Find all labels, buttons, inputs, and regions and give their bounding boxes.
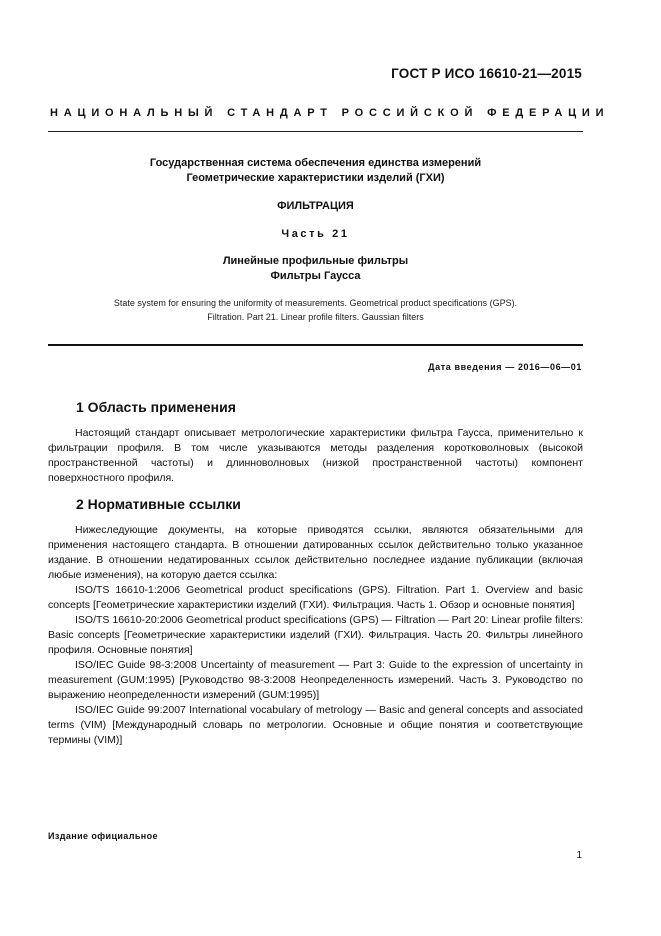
section-1-title: 1 Область применения — [76, 399, 236, 415]
title-system — [48, 156, 583, 186]
title-line-1: Государственная система обеспечения единства измерений — [149, 157, 482, 169]
title-part: Часть 21 — [281, 228, 350, 240]
section-2-paragraph-intro: Нижеследующие документы, на которые приводятся ссылки, являются обязательными для применения настоящего стандарта. В отношении датированных ссылок действительно только указанное издание. В отношении недатированных ссылок действительно последнее издание публикации (включая любые изменения), на которую дается ссылка: — [48, 524, 583, 581]
section-1-paragraph: Настоящий стандарт описывает метрологические характеристики фильтра Гаусса, применительно к фильтрации профиля. В том числе указываются методы разделения коротковолновых (высокой пространственной частоты) и длинноволновых (низкой пространственной частоты) компонент поверхностного профиля. — [48, 427, 583, 484]
title-line-2: Геометрические характеристики изделий (ГХИ) — [186, 172, 445, 184]
page-number: 1 — [576, 850, 582, 861]
reference-iso-iec-guide-99: ISO/IEC Guide 99:2007 International vocabulary of metrology — Basic and general concepts and associated terms (VIM) [Международный словарь по метрологии. Основные и общие понятия и соответствующие термины (VIM)] — [48, 704, 583, 746]
reference-iso-ts-16610-1: ISO/TS 16610-1:2006 Geometrical product specifications (GPS). Filtration. Part 1. Overview and basic concepts [Геометрические характеристики изделий (ГХИ). Фильтрация. Часть 1. Обзор и основные понятия] — [48, 584, 583, 611]
header-divider — [48, 131, 583, 132]
title-filtration: ФИЛЬТРАЦИЯ — [277, 200, 354, 212]
official-edition-note: Издание официальное — [48, 831, 158, 841]
english-title-line-2: Filtration. Part 21. Linear profile filters. Gaussian filters — [207, 312, 424, 322]
section-2-title: 2 Нормативные ссылки — [76, 496, 241, 512]
subtitle-line-1: Линейные профильные фильтры — [222, 255, 409, 267]
reference-iso-iec-guide-98-3: ISO/IEC Guide 98-3:2008 Uncertainty of measurement — Part 3: Guide to the expression of uncertainty in measurement (GUM:1995) [Руководство 98-3:2008 Неопределенность измерений. Часть 3. Руководство по выражению неопределенности измерений (GUM:1995)] — [48, 659, 583, 701]
section-1-body — [48, 426, 583, 486]
subtitle-line-2: Фильтры Гаусса — [270, 270, 361, 282]
section-2-body — [48, 523, 583, 748]
title-divider — [48, 344, 583, 346]
gost-number: ГОСТ Р ИСО 16610-21—2015 — [391, 66, 582, 81]
english-title — [48, 296, 583, 324]
title-subtitle — [48, 254, 583, 284]
introduction-date: Дата введения — 2016—06—01 — [428, 362, 582, 372]
reference-iso-ts-16610-20: ISO/TS 16610-20:2006 Geometrical product specifications (GPS) — Filtration — Part 20: Linear profile filters: Basic concepts [Геометрические характеристики изделий (ГХИ). Фильтрация. Часть 20. Фильтры линейного профиля. Основные понятия] — [48, 614, 583, 656]
english-title-line-1: State system for ensuring the uniformity of measurements. Geometrical product specifications (GPS). — [113, 298, 518, 308]
national-standard-title: НАЦИОНАЛЬНЫЙ СТАНДАРТ РОССИЙСКОЙ ФЕДЕРАЦИИ — [50, 107, 610, 119]
